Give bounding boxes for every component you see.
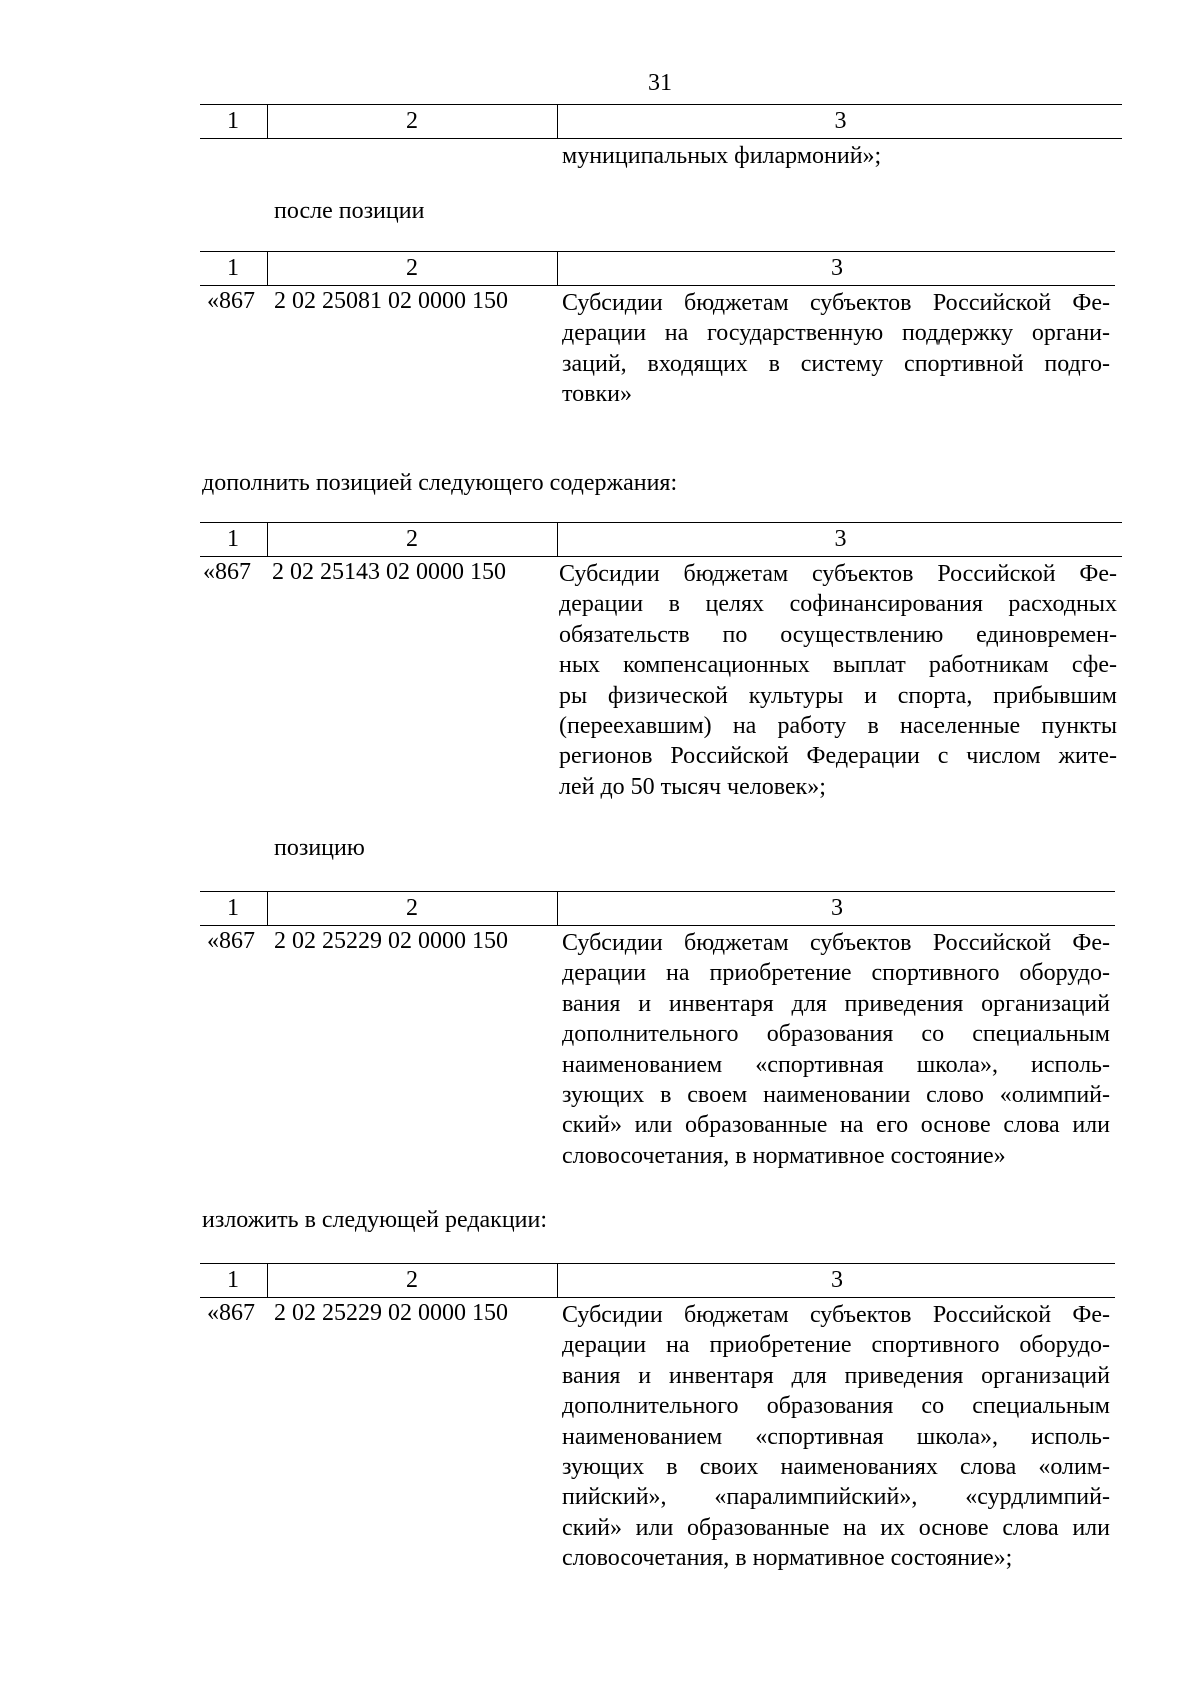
description-line: ский» или образованные на его основе слова или (562, 1112, 1110, 1139)
description-line: наименованием «спортивная школа», исполь- (562, 1423, 1110, 1450)
description (562, 1300, 1110, 1574)
code-admin: «867 (203, 559, 251, 585)
header-col-2: 2 (267, 892, 556, 925)
description-line: словосочетания, в нормативное состояние»; (562, 1545, 1013, 1572)
header-col-2: 2 (267, 1264, 556, 1297)
table-header (200, 891, 1115, 926)
header-col-1: 1 (227, 895, 239, 921)
description (562, 288, 1110, 410)
header-col-3: 3 (557, 892, 1116, 925)
table-1 (200, 104, 1122, 169)
description-line: вания и инвентаря для приведения организаций (562, 990, 1110, 1017)
paragraph-text: изложить в следующей редакции: (202, 1207, 548, 1233)
description-line: дерации в целях софинансирования расходных (559, 591, 1117, 618)
header-col-3: 3 (557, 105, 1123, 138)
description-line: Субсидии бюджетам субъектов Российской Фе- (562, 930, 1110, 956)
description-line: пийский», «паралимпийский», «сурдлимпий- (562, 1484, 1110, 1511)
table-5 (200, 1263, 1115, 1572)
description-line: лей до 50 тысяч человек»; (559, 773, 826, 800)
description-line: Субсидии бюджетам субъектов Российской Фе- (559, 561, 1117, 587)
description-line: дерации на государственную поддержку органи- (562, 320, 1110, 347)
table-header (200, 251, 1115, 286)
description-line: муниципальных филармоний»; (562, 143, 882, 169)
header-col-1: 1 (227, 255, 239, 281)
header-col-2: 2 (267, 252, 556, 285)
description (562, 928, 1110, 1171)
table-header (200, 1263, 1115, 1298)
paragraph-text: дополнить позицией следующего содержания: (202, 470, 678, 496)
header-col-3: 3 (557, 1264, 1116, 1297)
description (559, 559, 1117, 802)
description-line: Субсидии бюджетам субъектов Российской Фе- (562, 290, 1110, 316)
code-admin: «867 (207, 288, 255, 314)
code-income: 2 02 25143 02 0000 150 (272, 559, 506, 585)
table-3 (200, 522, 1122, 800)
description-line: заций, входящих в систему спортивной подго- (562, 350, 1110, 377)
table-2 (200, 251, 1115, 408)
description-line: ных компенсационных выплат работникам сфе- (559, 652, 1117, 679)
description-line: товки» (562, 381, 633, 408)
header-col-1: 1 (227, 526, 239, 552)
code-admin: «867 (207, 1300, 255, 1326)
header-col-2: 2 (267, 105, 556, 138)
code-admin: «867 (207, 928, 255, 954)
paragraph-text: позицию (274, 835, 365, 861)
code-income: 2 02 25229 02 0000 150 (274, 1300, 508, 1326)
description-line: дополнительного образования со специальным (562, 1393, 1110, 1420)
code-income: 2 02 25081 02 0000 150 (274, 288, 508, 314)
header-col-2: 2 (267, 523, 556, 556)
page-number: 31 (648, 70, 672, 96)
description-line: дополнительного образования со специальным (562, 1021, 1110, 1048)
description-line: ский» или образованные на их основе слова или (562, 1514, 1110, 1541)
table-header (200, 104, 1122, 139)
description-line: вания и инвентаря для приведения организаций (562, 1362, 1110, 1389)
description-line: наименованием «спортивная школа», исполь- (562, 1051, 1110, 1078)
code-income: 2 02 25229 02 0000 150 (274, 928, 508, 954)
table-header (200, 522, 1122, 557)
description-line: (переехавшим) на работу в населенные пункты (559, 713, 1117, 740)
description-line: зующих в своем наименовании слово «олимпий- (562, 1082, 1110, 1109)
description-line: ры физической культуры и спорта, прибывшим (559, 682, 1117, 709)
header-col-3: 3 (557, 252, 1116, 285)
description-line: словосочетания, в нормативное состояние» (562, 1142, 1006, 1169)
table-4 (200, 891, 1115, 1169)
header-col-1: 1 (227, 1267, 239, 1293)
description-line: дерации на приобретение спортивного оборудо- (562, 1332, 1110, 1359)
description-line: регионов Российской Федерации с числом жите- (559, 743, 1117, 770)
description-line: дерации на приобретение спортивного оборудо- (562, 960, 1110, 987)
paragraph-text: после позиции (274, 198, 425, 224)
header-col-1: 1 (227, 108, 239, 134)
description-line: обязательств по осуществлению единовремен- (559, 621, 1117, 648)
description-line: зующих в своих наименованиях слова «олим- (562, 1454, 1110, 1481)
description-line: Субсидии бюджетам субъектов Российской Фе- (562, 1302, 1110, 1328)
header-col-3: 3 (557, 523, 1123, 556)
